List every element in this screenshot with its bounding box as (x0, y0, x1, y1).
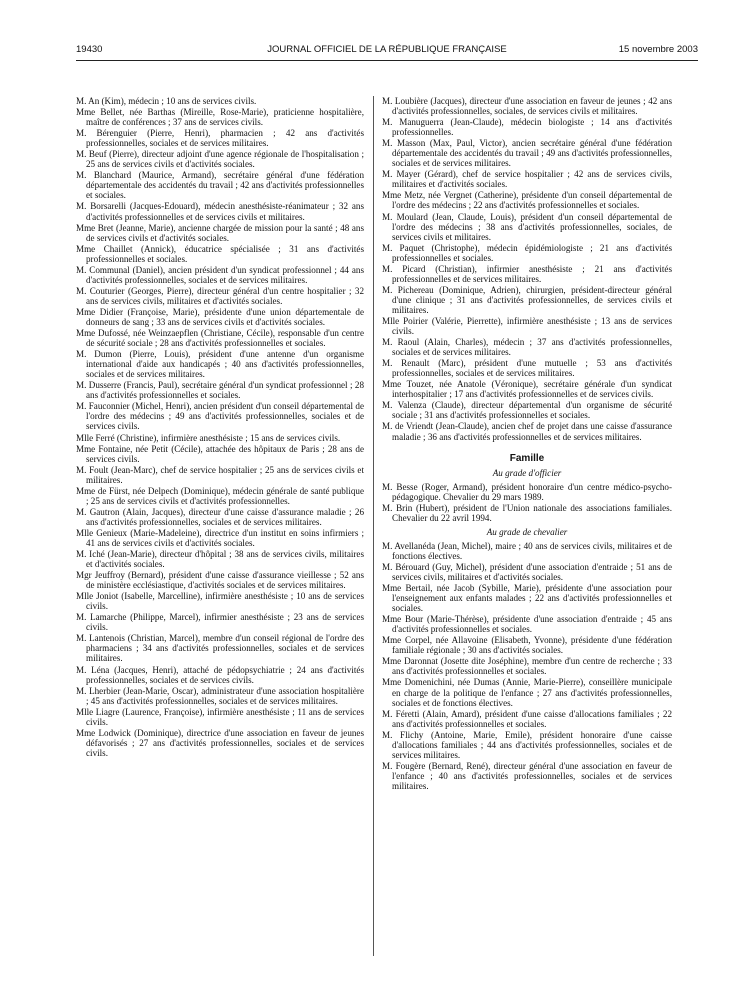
list-item: M. Bérenguier (Pierre, Henri), pharmacien ; 42 ans d'activités professionnelles, sociales et de services militaires. (76, 128, 364, 149)
list-item: M. Raoul (Alain, Charles), médecin ; 37 ans d'activités professionnelles, sociales et de services militaires. (382, 337, 672, 358)
journal-title: JOURNAL OFFICIEL DE LA RÉPUBLIQUE FRANÇAISE (267, 44, 507, 55)
list-item: M. Masson (Max, Paul, Victor), ancien secrétaire général d'une fédération départementale des accidentés du travail ; 49 ans d'activités professionnelles, sociales et de services militaires. (382, 138, 672, 169)
section-heading-famille: Famille (509, 452, 545, 464)
list-item: M. Bérouard (Guy, Michel), président d'une association d'entraide ; 51 ans de services civils, militaires et d'activités sociales. (382, 561, 672, 583)
list-item: Mme Daronnat (Josette dite Joséphine), membre d'un centre de recherche ; 33 ans d'activités professionnelles et sociales. (382, 656, 672, 677)
left-column (76, 96, 364, 759)
list-item: M. Couturier (Georges, Pierre), directeur général d'un centre hospitalier ; 32 ans de services civils, militaires et d'activités sociales. (76, 285, 364, 306)
right-column (382, 96, 672, 792)
list-item: M. Gautron (Alain, Jacques), directeur d'une caisse d'assurance maladie ; 26 ans d'activités professionnelles, sociales et de services militaires. (76, 506, 364, 527)
header-rule (76, 60, 698, 61)
list-item: Mme Bertail, née Jacob (Sybille, Marie), présidente d'une association pour l'enseignement aux enfants malades ; 22 ans d'activités professionnelles et sociales. (382, 583, 672, 614)
list-item: M. Brin (Hubert), président de l'Union nationale des associations familiales. Chevalier du 22 avril 1994. (382, 502, 672, 523)
list-item: M. Borsarelli (Jacques-Edouard), médecin anesthésiste-réanimateur ; 32 ans d'activités professionnelles et de services civils et militaires. (76, 201, 364, 222)
list-item: M. Fougère (Bernard, René), directeur général d'une association en faveur de l'enfance ; 40 ans d'activités professionnelles, sociales et de services militaires. (382, 760, 672, 791)
list-item: Mgr Jeuffroy (Bernard), président d'une caisse d'assurance vieillesse ; 52 ans de ministère ecclésiastique, d'activités sociales et de services militaires. (76, 570, 364, 591)
list-item: M. Paquet (Christophe), médecin épidémiologiste ; 21 ans d'activités professionnelles et sociales. (382, 242, 672, 263)
list-item: Mme Dufossé, née Weinzaepflen (Christiane, Cécile), responsable d'un centre de sécurité sociale ; 28 ans d'activités professionnelles et sociales. (76, 328, 364, 349)
list-item: M. Besse (Roger, Armand), président honoraire d'un centre médico-psycho-pédagogique. Chevalier du 29 mars 1989. (382, 481, 672, 502)
list-item: Mme Chaillet (Annick), éducatrice spécialisée ; 31 ans d'activités professionnelles et sociales. (76, 243, 364, 264)
list-item: Mlle Genieux (Marie-Madeleine), directrice d'un institut en soins infirmiers ; 41 ans de services civils et d'activités sociales. (76, 527, 364, 548)
list-item: Mlle Ferré (Christine), infirmière anesthésiste ; 15 ans de services civils. (76, 432, 341, 443)
list-item: Mme Lodwick (Dominique), directrice d'une association en faveur de jeunes défavorisés ; 27 ans d'activités professionnelles, sociales et de services civils. (76, 727, 364, 758)
list-item: M. Lamarche (Philippe, Marcel), infirmier anesthésiste ; 23 ans de services civils. (76, 612, 364, 633)
list-item: M. de Vriendt (Jean-Claude), ancien chef de projet dans une caisse d'assurance maladie ; 36 ans d'activités professionnelles et de services militaires. (382, 421, 672, 442)
list-item: M. Blanchard (Maurice, Armand), secrétaire général d'une fédération départementale des accidentés du travail ; 42 ans d'activités professionnelles et sociales. (76, 170, 364, 201)
list-item: M. Manuguerra (Jean-Claude), médecin biologiste ; 14 ans d'activités professionnelles. (382, 117, 672, 138)
list-item: M. Avellanéda (Jean, Michel), maire ; 40 ans de services civils, militaires et de fonctions électives. (382, 540, 672, 561)
list-item: M. Foult (Jean-Marc), chef de service hospitalier ; 25 ans de services civils et militaires. (76, 464, 364, 485)
list-item: Mme de Fürst, née Delpech (Dominique), médecin générale de santé publique ; 25 ans de services civils et d'activités professionnelles. (76, 485, 364, 506)
list-item: M. Moulard (Jean, Claude, Louis), président d'un conseil départemental de l'ordre des médecins ; 38 ans d'activités professionnelles, sociales, de services civils et militaires. (382, 211, 672, 242)
list-item: Mlle Joniot (Isabelle, Marcelline), infirmière anesthésiste ; 10 ans de services civils. (76, 591, 364, 612)
list-item: M. Picard (Christian), infirmier anesthésiste ; 21 ans d'activités professionnelles et de services militaires. (382, 263, 672, 284)
list-item: M. Mayer (Gérard), chef de service hospitalier ; 42 ans de services civils, militaires et d'activités sociales. (382, 169, 672, 190)
list-item: Mme Bret (Jeanne, Marie), ancienne chargée de mission pour la santé ; 48 ans de services civils et d'activités sociales. (76, 222, 364, 243)
list-item: Mme Metz, née Vergnet (Catherine), présidente d'un conseil départemental de l'ordre des médecins ; 22 ans d'activités professionnelles et sociales. (382, 190, 672, 211)
officier-entry-list (382, 482, 672, 523)
list-item: M. Flichy (Antoine, Marie, Emile), président honoraire d'une caisse d'allocations familiales ; 44 ans d'activités professionnelles, sociales et de services militaires. (382, 729, 672, 760)
list-item: M. Dusserre (Francis, Paul), secrétaire général d'un syndicat professionnel ; 28 ans d'activités professionnelles et sociales. (76, 380, 364, 401)
list-item: M. Dumon (Pierre, Louis), président d'une antenne d'un organisme international d'aide aux handicapés ; 40 ans d'activités professionnelles, sociales et de services militaires. (76, 349, 364, 380)
list-item: Mme Didier (Françoise, Marie), présidente d'une union départementale de donneurs de sang ; 33 ans de services civils et d'activités sociales. (76, 306, 364, 327)
list-item: Mlle Liagre (Laurence, Françoise), infirmière anesthésiste ; 11 ans de services civils. (76, 706, 364, 727)
list-item: Mme Bour (Marie-Thérèse), présidente d'une association d'entraide ; 45 ans d'activités professionnelles et sociales. (382, 614, 672, 635)
list-item: M. Lantenois (Christian, Marcel), membre d'un conseil régional de l'ordre des pharmaciens ; 34 ans d'activités professionnelles, sociales et de services militaires. (76, 633, 364, 664)
list-item: M. Pichereau (Dominique, Adrien), chirurgien, président-directeur général d'une clinique ; 31 ans d'activités professionnelles, de services civils et militaires. (382, 284, 672, 315)
list-item: M. Renault (Marc), président d'une mutuelle ; 53 ans d'activités professionnelles, sociales et de services militaires. (382, 358, 672, 379)
list-item: M. Communal (Daniel), ancien président d'un syndicat professionnel ; 44 ans d'activités professionnelles, sociales et de services militaires. (76, 264, 364, 285)
page-header (76, 44, 698, 58)
list-item: Mme Touzet, née Anatole (Véronique), secrétaire générale d'un syndicat interhospitalier ; 17 ans d'activités professionnelles et de services civils. (382, 379, 672, 400)
page-number: 19430 (76, 44, 103, 55)
list-item: M. Léna (Jacques, Henri), attaché de pédopsychiatrie ; 24 ans d'activités professionnelles, sociales et de services civils. (76, 664, 364, 685)
column-divider (373, 96, 374, 956)
list-item: Mme Corpel, née Allavoine (Elisabeth, Yvonne), présidente d'une fédération familiale régionale ; 30 ans d'activités sociales. (382, 635, 672, 656)
subheading-chevalier: Au grade de chevalier (486, 526, 568, 537)
issue-date: 15 novembre 2003 (618, 44, 698, 55)
right-entry-list (382, 96, 672, 442)
list-item: Mme Bellet, née Barthas (Mireille, Rose-Marie), praticienne hospitalière, maître de conférences ; 37 ans de services civils. (76, 107, 364, 128)
list-item: M. Féretti (Alain, Amard), président d'une caisse d'allocations familiales ; 22 ans d'activités professionnelles et sociales. (382, 708, 672, 729)
list-item: M. An (Kim), médecin ; 10 ans de services civils. (76, 96, 257, 106)
list-item: Mme Domenichini, née Dumas (Annie, Marie-Pierre), conseillère municipale en charge de la politique de l'enfance ; 27 ans d'activités professionnelles, sociales et de fonctions électives. (382, 677, 672, 708)
list-item: M. Iché (Jean-Marie), directeur d'hôpital ; 38 ans de services civils, militaires et d'activités sociales. (76, 549, 364, 570)
list-item: M. Fauconnier (Michel, Henri), ancien président d'un conseil départemental de l'ordre des médecins ; 49 ans d'activités professionnelles, sociales et de services civils. (76, 401, 364, 432)
chevalier-entry-list (382, 541, 672, 791)
list-item: Mlle Poirier (Valérie, Pierrette), infirmière anesthésiste ; 13 ans de services civils. (382, 315, 672, 337)
list-item: M. Valenza (Claude), directeur départemental d'un organisme de sécurité sociale ; 31 ans d'activités professionnelles et sociales. (382, 400, 672, 421)
list-item: Mme Fontaine, née Petit (Cécile), attachée des hôpitaux de Paris ; 28 ans de services civils. (76, 443, 364, 464)
subheading-officier: Au grade d'officier (492, 467, 562, 478)
list-item: M. Beuf (Pierre), directeur adjoint d'une agence régionale de l'hospitalisation ; 25 ans de services civils et d'activités sociales. (76, 149, 364, 170)
list-item: M. Loubière (Jacques), directeur d'une association en faveur de jeunes ; 42 ans d'activités professionnelles, sociales, de services civils et militaires. (382, 96, 672, 117)
list-item: M. Lherbier (Jean-Marie, Oscar), administrateur d'une association hospitalière ; 45 ans d'activités professionnelles, sociales et de services militaires. (76, 685, 364, 706)
